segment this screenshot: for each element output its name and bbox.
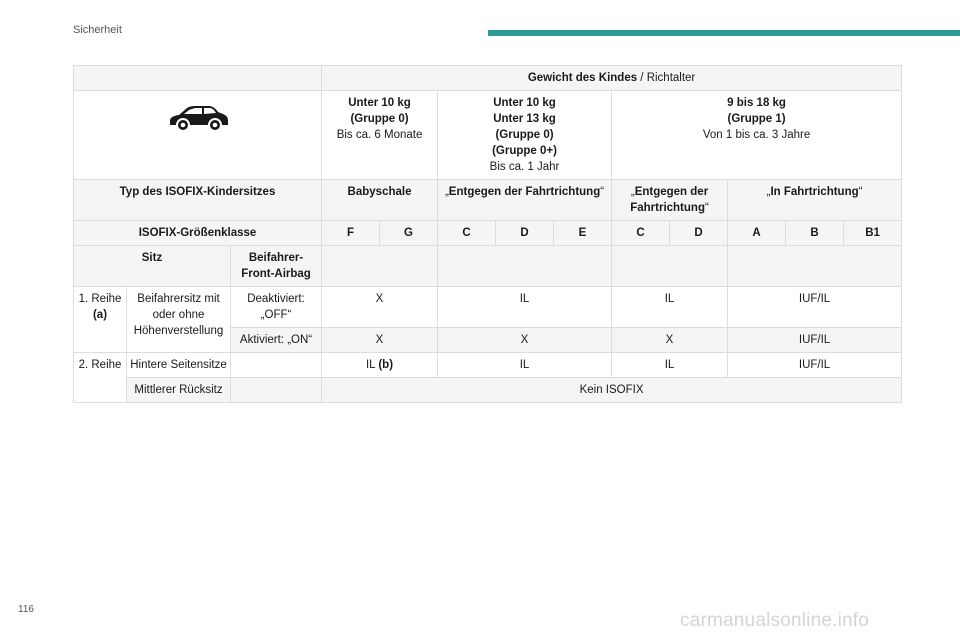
value-cell: X: [438, 328, 612, 353]
size-class-cell: B1: [844, 221, 902, 246]
weight-header-empty: [74, 66, 322, 91]
empty-cell: [438, 246, 612, 287]
seat-header: Sitz: [74, 246, 231, 287]
seat-type-babyschale: Babyschale: [322, 180, 438, 221]
section-title: Sicherheit: [73, 24, 122, 36]
seat-type-row: [74, 180, 902, 221]
empty-cell: [322, 246, 438, 287]
size-class-cell: B: [786, 221, 844, 246]
airbag-off-label: Deaktiviert: „OFF“: [231, 287, 322, 328]
row2-middle-row: [74, 378, 902, 403]
group-0-cell: Unter 10 kg (Gruppe 0) Bis ca. 6 Monate: [322, 91, 438, 180]
value-cell: IUF/IL: [728, 287, 902, 328]
row2-outer-seat: Hintere Seitensitze: [127, 353, 231, 378]
group-0plus-cell: Unter 10 kg Unter 13 kg (Gruppe 0) (Gruppe 0+) Bis ca. 1 Jahr: [438, 91, 612, 180]
value-cell: X: [322, 287, 438, 328]
page-number: 116: [18, 604, 34, 615]
weight-header-row: [74, 66, 902, 91]
watermark: carmanualsonline.info: [680, 610, 870, 631]
size-class-cell: F: [322, 221, 380, 246]
value-cell: X: [612, 328, 728, 353]
row2-airbag-empty: [231, 353, 322, 378]
size-class-cell: D: [670, 221, 728, 246]
size-class-cell: D: [496, 221, 554, 246]
empty-cell: [612, 246, 728, 287]
value-cell: X: [322, 328, 438, 353]
seat-type-forward: „In Fahrtrichtung“: [728, 180, 902, 221]
row1-label: 1. Reihe (a): [74, 287, 127, 353]
value-cell: IL: [612, 287, 728, 328]
weight-header: Gewicht des Kindes / Richtalter: [322, 66, 902, 91]
value-cell: IUF/IL: [728, 353, 902, 378]
airbag-on-label: Aktiviert: „ON“: [231, 328, 322, 353]
size-class-cell: C: [438, 221, 496, 246]
size-class-cell: C: [612, 221, 670, 246]
row2-label: 2. Reihe: [74, 353, 127, 403]
size-class-cell: E: [554, 221, 612, 246]
value-cell: IL: [438, 287, 612, 328]
seat-header-row: [74, 246, 902, 287]
value-cell: IL (b): [322, 353, 438, 378]
car-cell: [74, 91, 322, 180]
row2-outer-row: [74, 353, 902, 378]
no-isofix-cell: Kein ISOFIX: [322, 378, 902, 403]
value-cell: IUF/IL: [728, 328, 902, 353]
empty-cell: [728, 246, 902, 287]
size-class-cell: A: [728, 221, 786, 246]
seat-type-rearward-1: „Entgegen der Fahrtrichtung“: [438, 180, 612, 221]
header-accent-bar: [488, 30, 960, 36]
size-class-label: ISOFIX-Größenklasse: [74, 221, 322, 246]
row2-middle-seat: Mittlerer Rücksitz: [127, 378, 231, 403]
row1-off-row: [74, 287, 902, 328]
value-cell: IL: [438, 353, 612, 378]
group-row: [74, 91, 902, 180]
car-icon: [166, 103, 230, 133]
row1-seat: Beifahrersitz mit oder ohne Höhenverstellung: [127, 287, 231, 353]
seat-type-label: Typ des ISOFIX-Kindersitzes: [74, 180, 322, 221]
group-1-cell: 9 bis 18 kg (Gruppe 1) Von 1 bis ca. 3 Jahre: [612, 91, 902, 180]
seat-type-rearward-2: „Entgegen der Fahrtrichtung“: [612, 180, 728, 221]
value-cell: IL: [612, 353, 728, 378]
size-class-cell: G: [380, 221, 438, 246]
size-class-row: [74, 221, 902, 246]
row2-middle-airbag-empty: [231, 378, 322, 403]
airbag-header: Beifahrer-Front-Airbag: [231, 246, 322, 287]
isofix-table: [73, 65, 902, 403]
